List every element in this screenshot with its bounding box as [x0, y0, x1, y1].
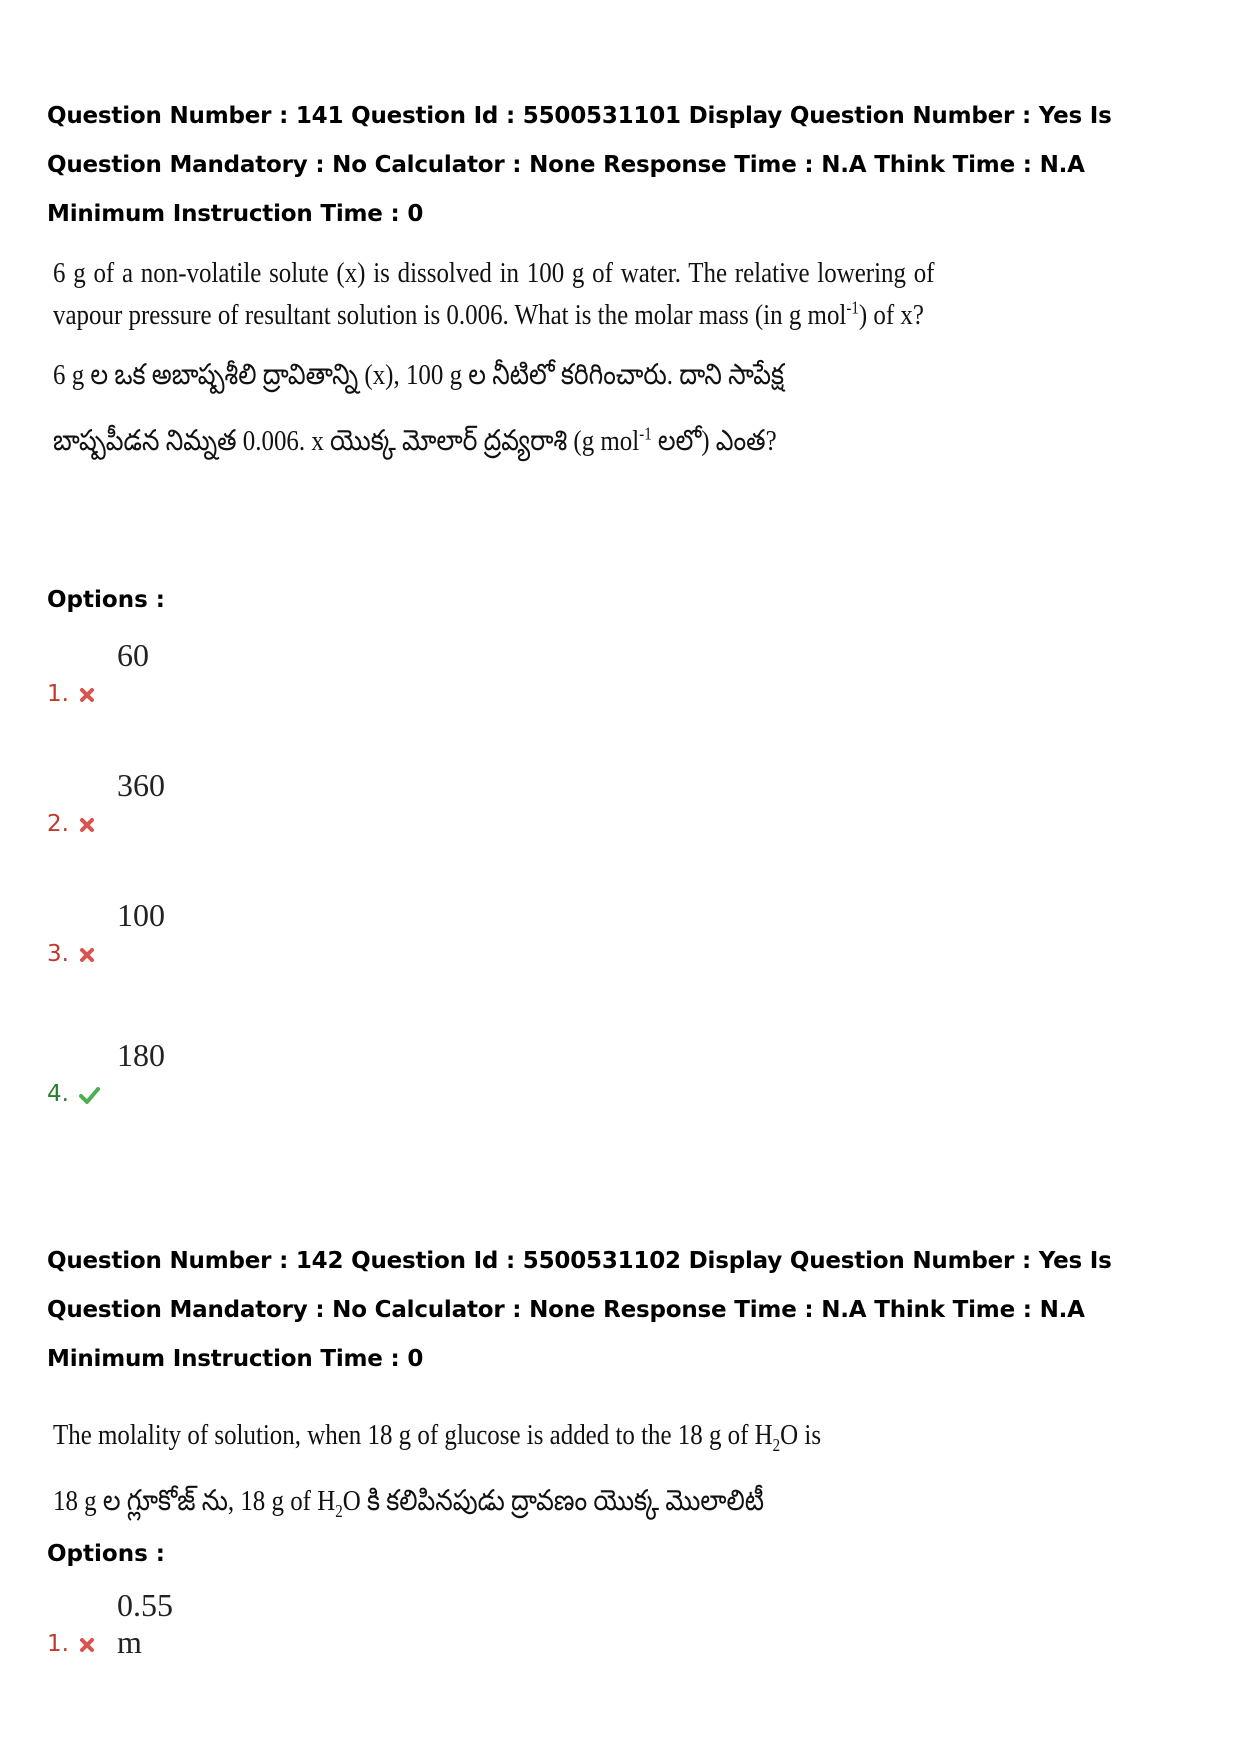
cross-icon — [77, 685, 97, 705]
option-number: 2. — [47, 811, 69, 837]
question-141-text — [53, 252, 935, 474]
option-number: 1. — [47, 1631, 69, 1657]
option-value: 100 — [117, 897, 165, 933]
check-icon — [77, 1085, 101, 1105]
option-number: 3. — [47, 941, 69, 967]
options-heading-142: Options : — [47, 1541, 165, 1567]
option-value: 0.55 m — [117, 1587, 173, 1660]
question-141-meta: Question Number : 141 Question Id : 5500531101 Display Question Number : Yes Is Question Mandatory : No Calculator : None Response Time : N.A Think Time : N.A Minimum Instruction Time : 0 — [47, 103, 1112, 227]
question-142-english: The molality of solution, when 18 g of glucose is added to the 18 g of $H_2O$ is — [53, 1419, 822, 1455]
option-number: 4. — [47, 1081, 69, 1107]
options-heading-141: Options : — [47, 587, 165, 613]
question-142-telugu: 18 g ల గ్లూకోజ్ ను, 18 g of $H_2O$ కి కలిపినపుడు ద్రావణం యొక్క మొలాలిటీ — [53, 1485, 765, 1521]
cross-icon — [77, 815, 97, 835]
option-value: 180 — [117, 1037, 165, 1073]
question-141-telugu-line1: 6 g ల ఒక అబాష్పశీలి ద్రావితాన్ని (x), 100 g ల నీటిలో కరిగించారు. దాని సాపేక్ష — [53, 359, 785, 391]
question-142-meta: Question Number : 142 Question Id : 5500531102 Display Question Number : Yes Is Question Mandatory : No Calculator : None Response Time : N.A Think Time : N.A Minimum Instruction Time : 0 — [47, 1248, 1112, 1372]
cross-icon — [77, 1635, 97, 1655]
option-number: 1. — [47, 681, 69, 707]
question-141-english: 6 g of a non-volatile solute (x) is dissolved in 100 g of water. The relative lowering of vapour pressure of resultant solution is 0.006. What is the molar mass (in g mol$^{-1}$) of x? — [53, 257, 935, 331]
cross-icon — [77, 945, 97, 965]
question-142-text — [53, 1402, 821, 1534]
question-141-telugu-line2: బాష్పపీడన నిమ్నత 0.006. x యొక్క మోలార్ ద్రవ్యరాశి (g mol$^{-1}$ లలో) ఎంత? — [53, 423, 777, 457]
option-value: 360 — [117, 767, 165, 803]
option-value: 60 — [117, 637, 149, 673]
